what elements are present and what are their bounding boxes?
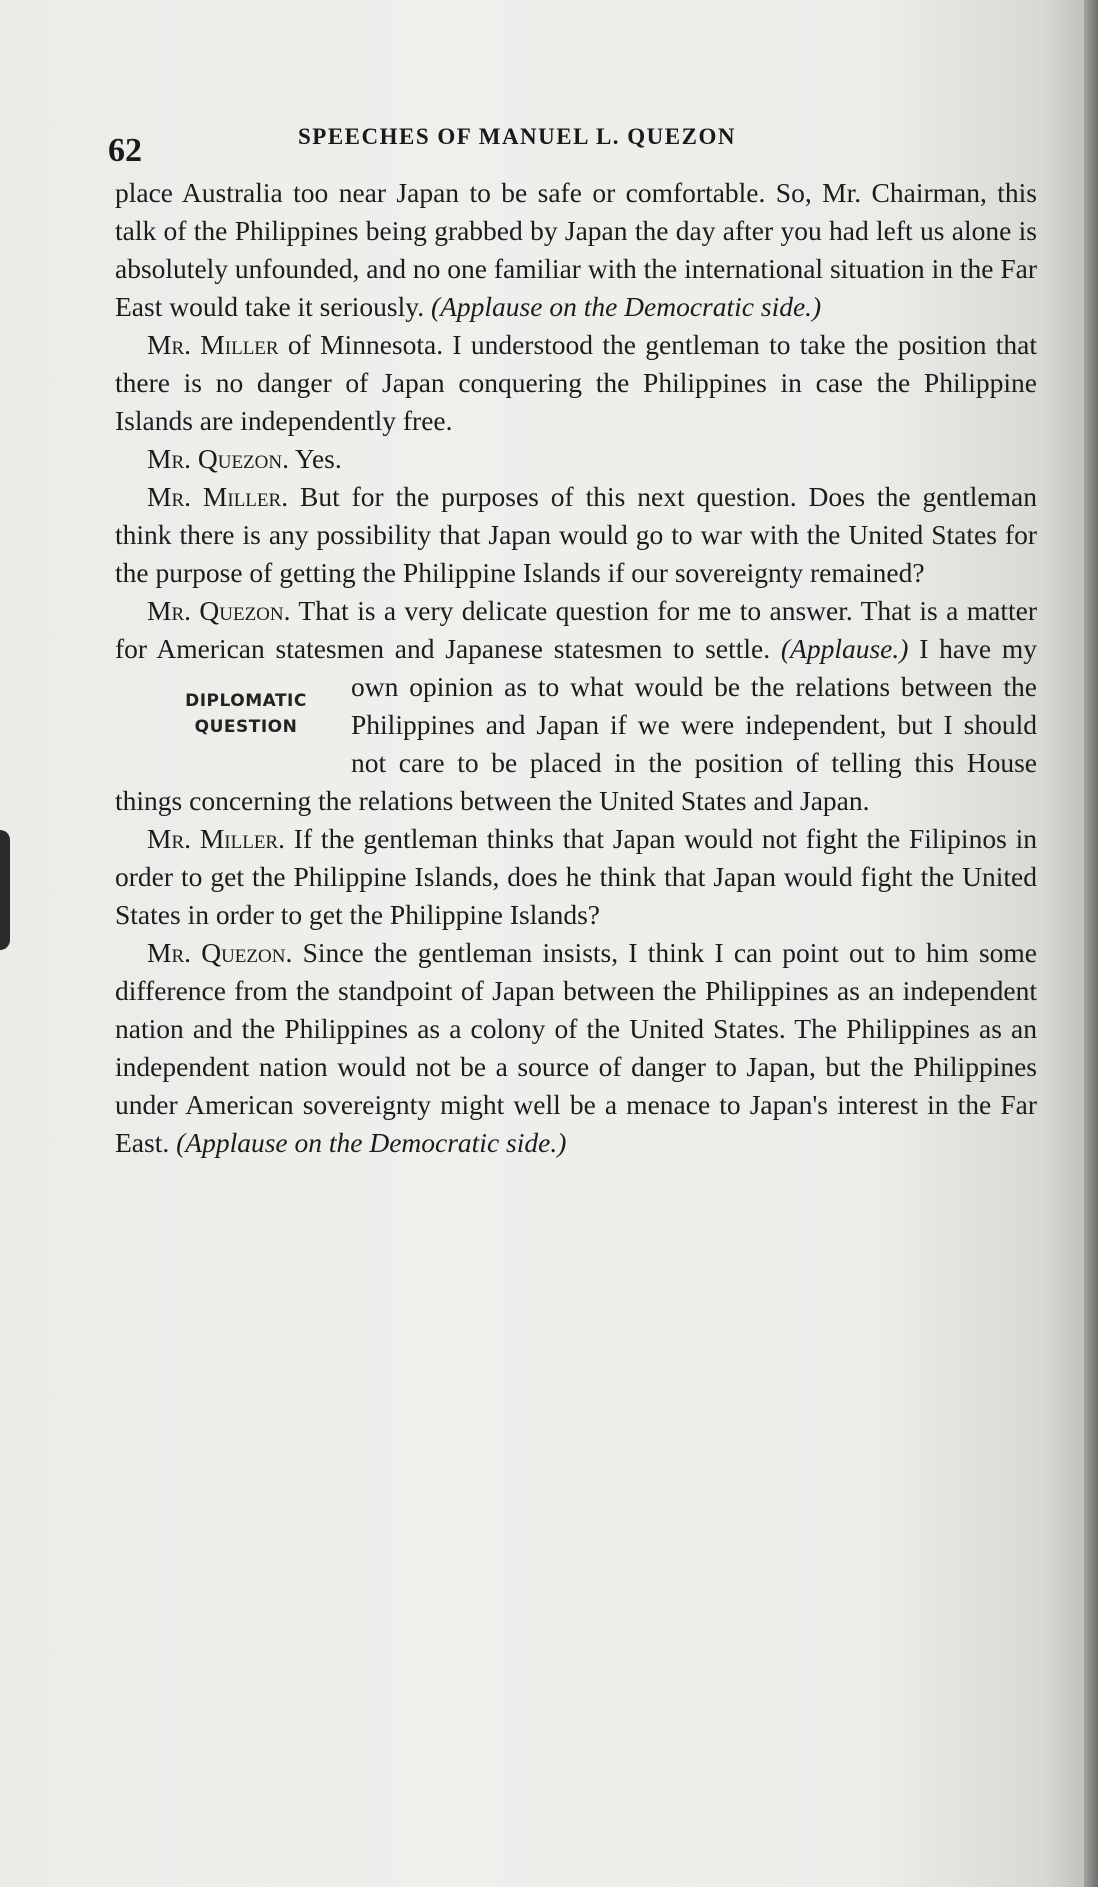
applause-note: (Applause.) (780, 633, 909, 664)
paragraph-text: . Yes. (282, 443, 342, 474)
page-number: 62 (108, 132, 142, 169)
paragraph-6 (115, 820, 1037, 934)
applause-note: (Applause on the Democratic side.) (430, 291, 822, 322)
page-edge-mark (0, 830, 10, 950)
paragraph-text: . That is a very delicate question for me to answer. That is a matter for American statesmen and Japanese statesmen to settle. (115, 595, 1037, 664)
paragraph-4 (115, 478, 1037, 592)
speaker-name: Mr. Quezon (147, 595, 284, 626)
paragraph-1 (115, 174, 1037, 326)
page-gutter-shadow (1084, 0, 1098, 1887)
paragraph-text: I have my own opinion as to what would be the relations between the Philippines and Japan if we were independent, but I should not care to be placed in the position of telling this House things concerning the relations between the United States and Japan. (115, 633, 1037, 816)
paragraph-2 (115, 326, 1037, 440)
marginal-note (115, 668, 345, 782)
marginal-note-line: QUESTION (194, 717, 298, 737)
paragraph-5 (115, 592, 1037, 820)
speaker-name: Mr. Miller (147, 329, 279, 360)
speaker-name: Mr. Miller (147, 481, 282, 512)
running-head: SPEECHES OF MANUEL L. QUEZON (298, 124, 736, 149)
body-text (115, 174, 1037, 1162)
speaker-name: Mr. Miller (147, 823, 279, 854)
paragraph-text: . Since the gentleman insists, I think I can point out to him some difference from the standpoint of Japan between the Philippines as an independent nation and the Philippines as a colony of the United States. The Philippines as an independent nation would not be a source of danger to Japan, but the Philippines under American sovereignty might well be a menace to Japan's interest in the Far East. (115, 937, 1037, 1158)
paragraph-3 (115, 440, 1037, 478)
paragraph-text: place Australia too near Japan to be safe or comfortable. So, Mr. Chairman, this talk of the Philippines being grabbed by Japan the day after you had left us alone is absolutely unfounded, and no one familiar with the international situation in the Far East would take it seriously. (115, 177, 1037, 322)
applause-note: (Applause on the Democratic side.) (176, 1127, 567, 1158)
paragraph-text: of Minnesota. I understood the gentleman to take the position that there is no danger of Japan conquering the Philippines in case the Philippine Islands are independently free. (115, 329, 1037, 436)
paragraph-text: . But for the purposes of this next question. Does the gentleman think there is any possibility that Japan would go to war with the United States for the purpose of getting the Philippine Islands if our sovereignty remained? (115, 481, 1037, 588)
marginal-note-line: DIPLOMATIC (185, 691, 307, 711)
speaker-name: Mr. Quezon (147, 937, 286, 968)
speaker-name: Mr. Quezon (147, 443, 283, 474)
paragraph-7 (115, 934, 1037, 1162)
paragraph-text: . If the gentleman thinks that Japan would not fight the Filipinos in order to get the Philippine Islands, does he think that Japan would fight the United States in order to get the Philippine Islands? (115, 823, 1037, 930)
page-header (108, 110, 1048, 170)
